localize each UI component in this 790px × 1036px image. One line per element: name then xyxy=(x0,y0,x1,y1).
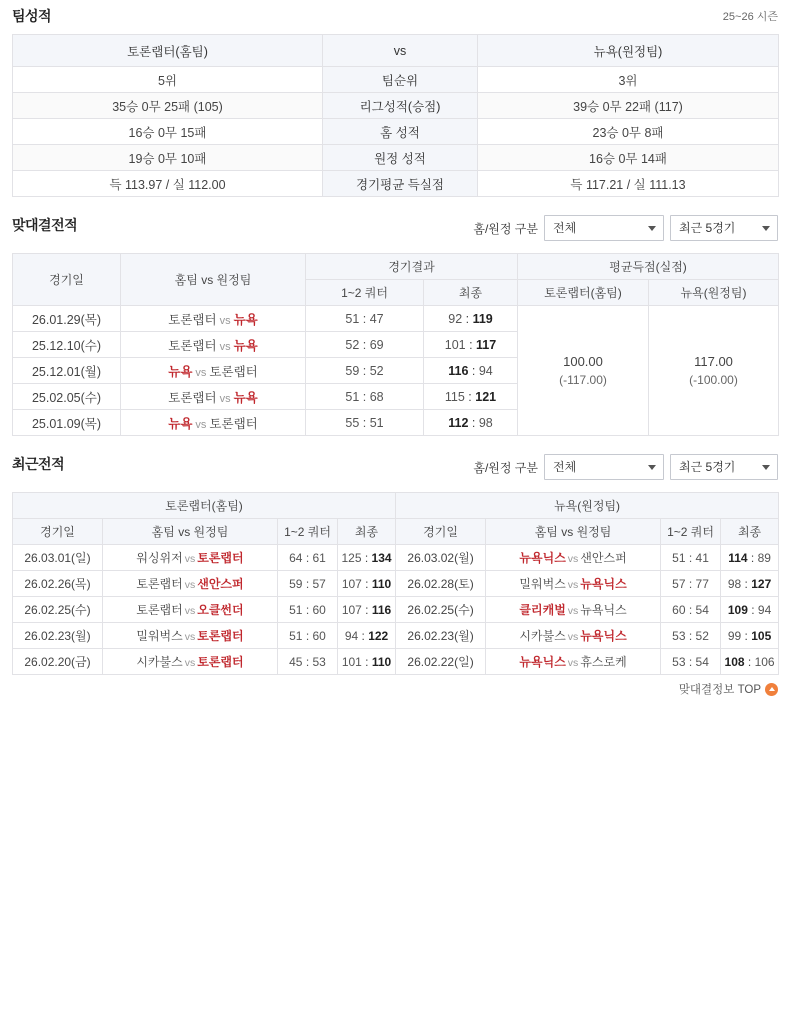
h2h-scope-select[interactable] xyxy=(544,215,664,241)
h2h-matchup xyxy=(121,358,306,384)
recent-home-team: 워싱위저 xyxy=(136,551,183,565)
q-left: 55 xyxy=(345,415,360,430)
h2h-col-quarter: 1~2 쿼터 xyxy=(306,280,424,306)
f-right: 110 xyxy=(371,576,392,591)
vs-label: vs xyxy=(567,657,579,669)
h2h-col-date: 경기일 xyxy=(13,254,121,306)
recent-away-quarter: 53 : 54 xyxy=(661,649,721,675)
recent-away-date: 26.02.25(수) xyxy=(396,597,486,623)
h2h-quarter-score: 51 : 47 xyxy=(306,306,424,332)
chevron-down-icon xyxy=(648,465,656,470)
recent-away-team: 오클썬더 xyxy=(197,603,244,617)
vs-label: vs xyxy=(184,605,196,617)
recent-scope-select[interactable] xyxy=(544,454,664,480)
f-right: 121 xyxy=(475,389,497,404)
q-left: 60 xyxy=(672,602,686,617)
q-left: 51 xyxy=(672,550,686,565)
h2h-header xyxy=(12,215,778,249)
recent-filter-label: 홈/원정 구분 xyxy=(473,460,538,475)
recent-count-select[interactable] xyxy=(670,454,778,480)
table-row xyxy=(13,571,779,597)
team-stats-row-label: 원정 성적 xyxy=(323,145,478,171)
h2h-filter-label: 홈/원정 구분 xyxy=(473,221,538,236)
f-right: 106 xyxy=(754,654,775,669)
team-stats-away-value: 39승 0무 22패 (117) xyxy=(478,93,779,119)
vs-label: vs xyxy=(567,553,579,565)
q-left: 59 xyxy=(345,363,360,378)
table-row xyxy=(13,119,779,145)
h2h-final-score: 101 : 117 xyxy=(424,332,518,358)
f-left: 99 xyxy=(727,628,742,643)
recent-col-date-home: 경기일 xyxy=(13,519,103,545)
f-left: 125 xyxy=(341,550,362,565)
recent-header xyxy=(12,454,778,488)
recent-away-team: 토론랩터 xyxy=(197,655,244,669)
chevron-down-icon xyxy=(762,226,770,231)
recent-home-quarter: 64 : 61 xyxy=(278,545,338,571)
h2h-avg-home xyxy=(518,306,649,436)
vs-label: vs xyxy=(567,605,579,617)
recent-away-quarter: 60 : 54 xyxy=(661,597,721,623)
f-left: 94 xyxy=(344,628,359,643)
h2h-quarter-score: 59 : 52 xyxy=(306,358,424,384)
recent-away-matchup xyxy=(486,597,661,623)
recent-away-team: 뉴욕닉스 xyxy=(580,603,627,617)
recent-home-matchup xyxy=(103,623,278,649)
team-stats-home-value: 5위 xyxy=(13,67,323,93)
recent-home-date: 26.02.25(수) xyxy=(13,597,103,623)
recent-home-quarter: 51 : 60 xyxy=(278,623,338,649)
q-right: 52 xyxy=(369,363,384,378)
table-row xyxy=(13,493,779,519)
recent-home-quarter: 59 : 57 xyxy=(278,571,338,597)
vs-label: vs xyxy=(184,553,196,565)
recent-away-matchup xyxy=(486,649,661,675)
q-right: 57 xyxy=(312,576,326,591)
q-right: 77 xyxy=(695,576,709,591)
f-right: 94 xyxy=(478,363,493,378)
f-left: 115 xyxy=(444,389,465,404)
recent-away-quarter: 57 : 77 xyxy=(661,571,721,597)
arrow-up-icon xyxy=(765,683,778,696)
table-row xyxy=(13,545,779,571)
vs-label: vs xyxy=(567,631,579,643)
q-right: 69 xyxy=(369,337,384,352)
recent-home-team: 클리캐벌 xyxy=(519,603,566,617)
h2h-home-team: 토론랩터 xyxy=(168,390,217,405)
recent-home-final: 125 : 134 xyxy=(338,545,396,571)
scroll-to-top-link[interactable] xyxy=(679,681,778,697)
table-row xyxy=(13,597,779,623)
h2h-col-final: 최종 xyxy=(424,280,518,306)
recent-away-date: 26.02.28(토) xyxy=(396,571,486,597)
h2h-home-team: 토론랩터 xyxy=(168,312,217,327)
h2h-scope-value: 전체 xyxy=(553,221,577,235)
recent-away-quarter: 53 : 52 xyxy=(661,623,721,649)
table-row xyxy=(13,171,779,197)
f-left: 92 xyxy=(448,311,463,326)
h2h-avg-away-value: 117.00 xyxy=(694,353,733,369)
team-stats-header-away: 뉴욕(원정팀) xyxy=(478,35,779,67)
q-right: 52 xyxy=(695,628,709,643)
vs-label: vs xyxy=(219,314,231,327)
f-right: 127 xyxy=(751,576,772,591)
h2h-home-team: 토론랩터 xyxy=(168,338,217,353)
h2h-title: 맞대결전적 xyxy=(12,217,78,233)
team-stats-home-value: 16승 0무 15패 xyxy=(13,119,323,145)
table-row xyxy=(13,35,779,67)
vs-label: vs xyxy=(195,366,207,379)
recent-home-team: 밀워벅스 xyxy=(136,629,183,643)
recent-away-team: 뉴욕닉스 xyxy=(580,629,627,643)
q-right: 61 xyxy=(312,550,326,565)
q-right: 53 xyxy=(312,654,326,669)
team-stats-home-value: 19승 0무 10패 xyxy=(13,145,323,171)
f-left: 98 xyxy=(727,576,742,591)
q-left: 51 xyxy=(289,602,303,617)
recent-col-final-away: 최종 xyxy=(721,519,779,545)
team-stats-away-value: 3위 xyxy=(478,67,779,93)
h2h-count-value: 최근 5경기 xyxy=(679,221,736,235)
recent-filter-bar xyxy=(473,454,778,480)
q-right: 68 xyxy=(369,389,384,404)
team-stats-table xyxy=(12,34,779,197)
vs-label: vs xyxy=(184,631,196,643)
h2h-away-team: 뉴욕 xyxy=(233,338,258,353)
team-stats-away-value: 득 117.21 / 실 111.13 xyxy=(478,171,779,197)
q-right: 51 xyxy=(369,415,384,430)
h2h-quarter-score: 55 : 51 xyxy=(306,410,424,436)
recent-away-team: 샌안스퍼 xyxy=(580,551,627,565)
h2h-away-team: 토론랩터 xyxy=(209,364,258,379)
h2h-table xyxy=(12,253,779,436)
q-right: 41 xyxy=(695,550,709,565)
h2h-final-score: 112 : 98 xyxy=(424,410,518,436)
h2h-matchup xyxy=(121,384,306,410)
h2h-col-avg: 평균득점(실점) xyxy=(518,254,779,280)
team-stats-away-value: 16승 0무 14패 xyxy=(478,145,779,171)
recent-home-date: 26.03.01(일) xyxy=(13,545,103,571)
h2h-col-result: 경기결과 xyxy=(306,254,518,280)
chevron-down-icon xyxy=(762,465,770,470)
vs-label: vs xyxy=(219,340,231,353)
table-row xyxy=(13,93,779,119)
vs-label: vs xyxy=(195,418,207,431)
team-stats-home-value: 득 113.97 / 실 112.00 xyxy=(13,171,323,197)
h2h-avg-away-sub: (-100.00) xyxy=(689,373,738,388)
q-left: 51 xyxy=(345,389,360,404)
h2h-avg-home-value: 100.00 xyxy=(563,353,603,369)
h2h-home-team: 뉴욕 xyxy=(168,416,193,431)
recent-away-matchup xyxy=(486,623,661,649)
h2h-matchup xyxy=(121,332,306,358)
recent-home-matchup xyxy=(103,571,278,597)
h2h-avg-away xyxy=(649,306,779,436)
recent-away-final: 98 : 127 xyxy=(721,571,779,597)
recent-away-date: 26.02.23(월) xyxy=(396,623,486,649)
recent-home-quarter: 45 : 53 xyxy=(278,649,338,675)
table-row xyxy=(13,623,779,649)
table-row xyxy=(13,519,779,545)
h2h-away-team: 뉴욕 xyxy=(233,312,258,327)
recent-title: 최근전적 xyxy=(12,456,65,472)
h2h-count-select[interactable] xyxy=(670,215,778,241)
table-row xyxy=(13,145,779,171)
recent-away-team: 토론랩터 xyxy=(197,629,244,643)
q-left: 57 xyxy=(672,576,686,591)
f-right: 134 xyxy=(371,550,392,565)
h2h-matchup xyxy=(121,410,306,436)
h2h-filter-bar xyxy=(473,215,778,241)
f-left: 109 xyxy=(727,602,748,617)
h2h-date: 25.12.10(수) xyxy=(13,332,121,358)
f-right: 122 xyxy=(368,628,389,643)
team-stats-header-home: 토론랩터(홈팀) xyxy=(13,35,323,67)
f-left: 107 xyxy=(341,576,362,591)
h2h-col-avg-away: 뉴욕(원정팀) xyxy=(649,280,779,306)
team-stats-header-vs: vs xyxy=(323,35,478,67)
h2h-col-avg-home: 토론랩터(홈팀) xyxy=(518,280,649,306)
h2h-home-team: 뉴욕 xyxy=(168,364,193,379)
f-left: 116 xyxy=(448,363,469,378)
recent-home-final: 107 : 110 xyxy=(338,571,396,597)
recent-col-quarter-away: 1~2 쿼터 xyxy=(661,519,721,545)
h2h-away-team: 토론랩터 xyxy=(209,416,258,431)
q-right: 47 xyxy=(369,311,384,326)
h2h-final-score: 115 : 121 xyxy=(424,384,518,410)
team-stats-home-value: 35승 0무 25패 (105) xyxy=(13,93,323,119)
recent-col-date-away: 경기일 xyxy=(396,519,486,545)
q-left: 52 xyxy=(345,337,360,352)
f-left: 101 xyxy=(341,654,362,669)
vs-label: vs xyxy=(219,392,231,405)
f-right: 117 xyxy=(476,337,497,352)
table-row xyxy=(13,254,779,280)
recent-home-team: 시카불스 xyxy=(136,655,183,669)
recent-away-matchup xyxy=(486,545,661,571)
h2h-date: 25.01.09(목) xyxy=(13,410,121,436)
recent-home-matchup xyxy=(103,649,278,675)
recent-home-team: 시카불스 xyxy=(519,629,566,643)
h2h-away-team: 뉴욕 xyxy=(233,390,258,405)
f-right: 98 xyxy=(478,415,493,430)
recent-home-matchup xyxy=(103,545,278,571)
f-right: 94 xyxy=(757,602,772,617)
q-right: 54 xyxy=(695,602,709,617)
h2h-final-score: 92 : 119 xyxy=(424,306,518,332)
recent-away-date: 26.03.02(월) xyxy=(396,545,486,571)
recent-away-final: 114 : 89 xyxy=(721,545,779,571)
recent-col-final-home: 최종 xyxy=(338,519,396,545)
q-left: 64 xyxy=(289,550,303,565)
team-stats-row-label: 팀순위 xyxy=(323,67,478,93)
recent-home-team: 토론랩터 xyxy=(136,577,183,591)
f-left: 114 xyxy=(728,550,748,565)
recent-home-matchup xyxy=(103,597,278,623)
recent-table xyxy=(12,492,779,675)
q-left: 59 xyxy=(289,576,303,591)
h2h-date: 25.12.01(월) xyxy=(13,358,121,384)
recent-away-team: 토론랩터 xyxy=(197,551,244,565)
h2h-avg-home-sub: (-117.00) xyxy=(559,373,607,388)
f-right: 89 xyxy=(757,550,771,565)
recent-away-final: 109 : 94 xyxy=(721,597,779,623)
f-left: 107 xyxy=(341,602,362,617)
recent-away-team: 휴스로케 xyxy=(580,655,627,669)
h2h-final-score: 116 : 94 xyxy=(424,358,518,384)
recent-group-home: 토론랩터(홈팀) xyxy=(13,493,396,519)
recent-col-matchup-away: 홈팀 vs 원정팀 xyxy=(486,519,661,545)
q-right: 60 xyxy=(312,602,326,617)
team-stats-row-label: 리그성적(승점) xyxy=(323,93,478,119)
q-left: 51 xyxy=(289,628,303,643)
recent-home-final: 101 : 110 xyxy=(338,649,396,675)
vs-label: vs xyxy=(567,579,579,591)
recent-away-team: 샌안스퍼 xyxy=(197,577,244,591)
team-stats-header xyxy=(12,6,778,32)
team-stats-title: 팀성적 xyxy=(12,8,52,24)
h2h-date: 26.01.29(목) xyxy=(13,306,121,332)
q-right: 54 xyxy=(695,654,709,669)
team-stats-row-label: 홈 성적 xyxy=(323,119,478,145)
recent-home-date: 26.02.20(금) xyxy=(13,649,103,675)
scroll-to-top-label: 맞대결정보 TOP xyxy=(678,684,761,696)
recent-away-date: 26.02.22(일) xyxy=(396,649,486,675)
team-stats-row-label: 경기평균 득실점 xyxy=(323,171,478,197)
recent-count-value: 최근 5경기 xyxy=(679,460,736,474)
recent-home-final: 107 : 116 xyxy=(338,597,396,623)
table-row xyxy=(13,306,779,332)
footer xyxy=(12,681,778,697)
recent-home-date: 26.02.23(월) xyxy=(13,623,103,649)
f-right: 110 xyxy=(371,654,392,669)
q-left: 53 xyxy=(672,654,686,669)
recent-scope-value: 전체 xyxy=(553,460,577,474)
h2h-quarter-score: 51 : 68 xyxy=(306,384,424,410)
vs-label: vs xyxy=(184,579,196,591)
table-row xyxy=(13,649,779,675)
recent-away-final: 99 : 105 xyxy=(721,623,779,649)
recent-home-quarter: 51 : 60 xyxy=(278,597,338,623)
h2h-col-matchup: 홈팀 vs 원정팀 xyxy=(121,254,306,306)
q-left: 45 xyxy=(289,654,303,669)
recent-col-matchup-home: 홈팀 vs 원정팀 xyxy=(103,519,278,545)
vs-label: vs xyxy=(184,657,196,669)
recent-home-team: 밀워벅스 xyxy=(519,577,566,591)
recent-home-team: 토론랩터 xyxy=(136,603,183,617)
q-left: 53 xyxy=(672,628,686,643)
recent-home-date: 26.02.26(목) xyxy=(13,571,103,597)
recent-group-away: 뉴욕(원정팀) xyxy=(396,493,779,519)
h2h-quarter-score: 52 : 69 xyxy=(306,332,424,358)
recent-home-final: 94 : 122 xyxy=(338,623,396,649)
h2h-matchup xyxy=(121,306,306,332)
team-stats-away-value: 23승 0무 8패 xyxy=(478,119,779,145)
f-right: 105 xyxy=(751,628,772,643)
recent-home-team: 뉴욕닉스 xyxy=(519,551,566,565)
recent-away-final: 108 : 106 xyxy=(721,649,779,675)
recent-col-quarter-home: 1~2 쿼터 xyxy=(278,519,338,545)
f-left: 101 xyxy=(444,337,466,352)
season-label: 25~26 시즌 xyxy=(722,11,778,23)
table-row xyxy=(13,67,779,93)
recent-away-team: 뉴욕닉스 xyxy=(580,577,627,591)
recent-away-quarter: 51 : 41 xyxy=(661,545,721,571)
f-right: 119 xyxy=(472,311,493,326)
q-left: 51 xyxy=(345,311,360,326)
recent-away-matchup xyxy=(486,571,661,597)
h2h-date: 25.02.05(수) xyxy=(13,384,121,410)
q-right: 60 xyxy=(312,628,326,643)
recent-home-team: 뉴욕닉스 xyxy=(519,655,566,669)
f-left: 108 xyxy=(724,654,745,669)
f-left: 112 xyxy=(448,415,469,430)
f-right: 116 xyxy=(371,602,392,617)
chevron-down-icon xyxy=(648,226,656,231)
